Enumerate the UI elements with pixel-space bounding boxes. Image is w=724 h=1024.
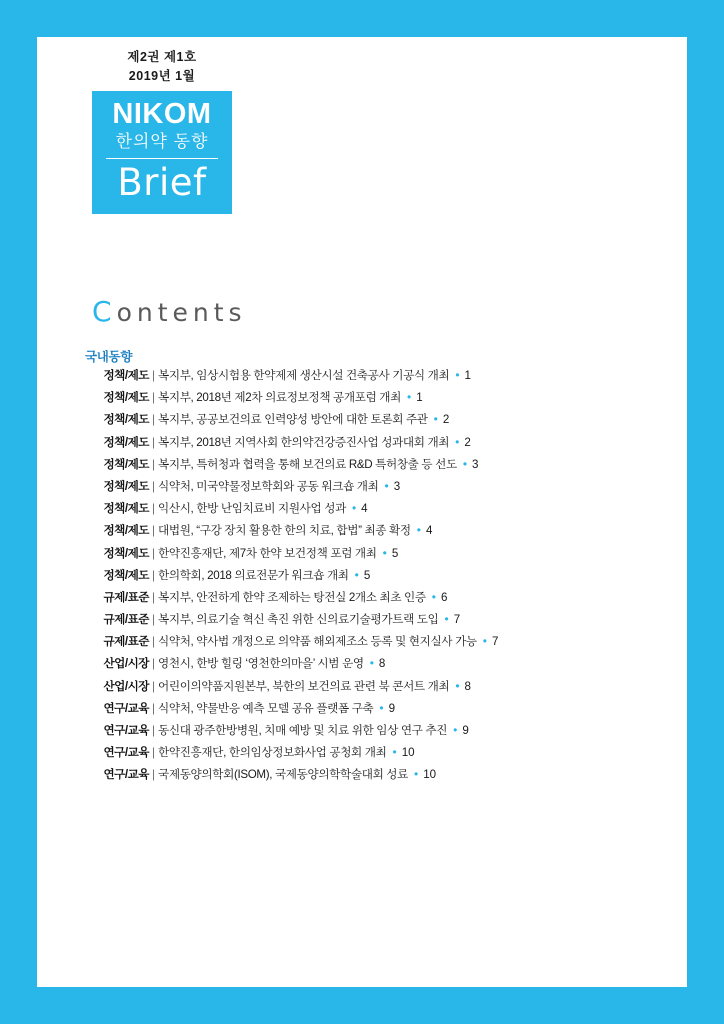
toc-entry-category: 정책/제도 [103, 369, 149, 382]
toc-entry-title[interactable]: 익산시, 한방 난임치료비 지원사업 성과 [158, 502, 346, 516]
page-title-rest: ontents [116, 298, 247, 327]
toc-entry[interactable] [85, 500, 645, 522]
toc-entry-page-number: 2 [442, 413, 450, 427]
toc-entry-page-number: 2 [464, 435, 471, 449]
toc-entry-bullet-icon: • [431, 589, 436, 604]
page-title [92, 295, 247, 328]
toc-entry-page-number: 3 [393, 479, 401, 493]
toc-entry-title[interactable]: 국제동양의학회(ISOM), 국제동양의학학술대회 성료 [158, 768, 409, 782]
toc-entry-bullet-icon: • [433, 412, 438, 427]
toc-entry[interactable] [85, 411, 645, 433]
toc-entry[interactable] [85, 589, 645, 611]
toc-entry-title[interactable]: 식약처, 약물반응 예측 모델 공유 플랫폼 구축 [158, 701, 374, 715]
logo-nikom: NIKOM [112, 98, 212, 130]
toc-entry[interactable] [85, 655, 645, 677]
toc-entry-page-number: 8 [378, 657, 386, 671]
toc-entry-page-number: 4 [425, 524, 433, 538]
toc-entry-bullet-icon: • [453, 723, 458, 737]
toc-entry[interactable] [85, 367, 645, 389]
toc-entry-bullet-icon: • [455, 678, 460, 693]
toc-entry-title[interactable]: 복지부, 2018년 제2차 의료정보정책 공개포럼 개최 [158, 391, 402, 405]
toc-entry-title[interactable]: 식약처, 미국약물정보학회와 공동 워크숍 개최 [158, 479, 379, 493]
toc-entry-separator: | [151, 568, 155, 582]
toc-entry-bullet-icon: • [369, 656, 374, 671]
toc-entry-page-number: 1 [416, 391, 423, 405]
toc-entry[interactable] [85, 456, 645, 478]
toc-entry[interactable] [85, 766, 645, 788]
toc-entry-separator: | [151, 502, 155, 516]
toc-entry-title[interactable]: 한의학회, 2018 의료전문가 워크숍 개최 [158, 568, 349, 582]
toc-entry-bullet-icon: • [384, 478, 389, 493]
toc-entry-category: 정책/제도 [103, 568, 149, 582]
toc-entry-category: 연구/교육 [103, 768, 149, 782]
toc-entry-bullet-icon: • [482, 634, 487, 649]
toc-entry[interactable] [85, 567, 645, 589]
toc-entry-title[interactable]: 복지부, 공공보건의료 인력양성 방안에 대한 토론회 주관 [158, 413, 428, 427]
toc-entry-separator: | [151, 457, 155, 471]
toc-entry-title[interactable]: 어린이의약품지원본부, 북한의 보건의료 관련 북 콘서트 개최 [158, 679, 450, 693]
toc-entry-page-number: 4 [361, 502, 368, 516]
toc-entry[interactable] [85, 522, 645, 544]
toc-entry-bullet-icon: • [392, 745, 397, 760]
toc-entry-separator: | [151, 413, 155, 427]
toc-entry-separator: | [151, 768, 155, 782]
toc-entry-category: 연구/교육 [103, 724, 149, 737]
toc-entry-bullet-icon: • [354, 567, 359, 582]
toc-entry-separator: | [151, 435, 155, 449]
toc-entry-category: 정책/제도 [103, 524, 149, 538]
toc-entry-category: 규제/표준 [103, 613, 149, 627]
toc-entry-separator: | [151, 479, 155, 493]
logo-divider [106, 158, 218, 159]
toc-entry-category: 산업/시장 [103, 679, 149, 693]
document-page [37, 37, 687, 987]
toc-entry-bullet-icon: • [407, 390, 412, 405]
toc-entry[interactable] [85, 633, 645, 655]
toc-entry-page-number: 10 [401, 746, 415, 760]
logo-block [92, 91, 232, 214]
toc-entry-separator: | [151, 590, 155, 604]
toc-entry-title[interactable]: 한약진흥재단, 제7차 한약 보건정책 포럼 개최 [158, 546, 377, 560]
toc-entry[interactable] [85, 744, 645, 766]
toc-entry-bullet-icon: • [382, 545, 387, 560]
toc-entry-category: 정책/제도 [103, 435, 149, 449]
toc-entry-bullet-icon: • [379, 700, 384, 715]
toc-entry-bullet-icon: • [351, 501, 357, 516]
toc-entry-page-number: 8 [464, 679, 471, 693]
toc-entry-separator: | [151, 635, 155, 649]
toc-entry[interactable] [85, 545, 645, 567]
toc-entry-separator: | [151, 657, 155, 671]
toc-entry-separator: | [151, 524, 155, 538]
toc-entry-page-number: 5 [391, 546, 399, 560]
toc-entry-bullet-icon: • [455, 368, 460, 382]
toc-entry-category: 규제/표준 [103, 635, 149, 649]
toc-entry-title[interactable]: 대법원, “구강 장치 활용한 한의 치료, 합법” 최종 확정 [158, 524, 411, 538]
toc-entry-title[interactable]: 복지부, 의료기술 혁신 촉진 위한 신의료기술평가트랙 도입 [158, 613, 439, 627]
toc-entry-title[interactable]: 영천시, 한방 힐링 ‘영천한의마을’ 시범 운영 [158, 657, 364, 671]
toc-entry-page-number: 9 [388, 701, 396, 715]
toc-entry-separator: | [151, 546, 155, 560]
toc-entry-page-number: 9 [462, 724, 469, 737]
toc-entry[interactable] [85, 389, 645, 411]
toc-entry-category: 산업/시장 [103, 657, 149, 671]
toc-entry[interactable] [85, 678, 645, 700]
toc-entry-category: 정책/제도 [103, 546, 149, 560]
toc-entry-separator: | [151, 369, 155, 382]
toc-entry-page-number: 5 [363, 568, 371, 582]
toc-entry-title[interactable]: 한약진흥재단, 한의임상정보화사업 공청회 개최 [158, 746, 387, 760]
toc-entry[interactable] [85, 611, 645, 633]
toc-entry-page-number: 7 [453, 613, 461, 627]
toc-entry-category: 정책/제도 [103, 479, 149, 493]
toc-entry-category: 정책/제도 [103, 413, 149, 427]
toc-entry-title[interactable]: 동신대 광주한방병원, 치매 예방 및 치료 위한 임상 연구 추진 [158, 724, 448, 737]
toc-entry-page-number: 10 [423, 768, 437, 782]
section-heading-domestic: 국내동향 [85, 350, 133, 364]
issue-date: 2019년 1월 [128, 69, 196, 83]
masthead [92, 37, 232, 214]
toc-entry-page-number: 6 [440, 590, 448, 604]
toc-entry-bullet-icon: • [444, 612, 449, 627]
issue-volume: 제2권 제1호 [127, 50, 197, 64]
table-of-contents [85, 367, 645, 789]
toc-entry-separator: | [151, 613, 155, 627]
toc-entry-separator: | [151, 724, 155, 737]
toc-entry-separator: | [151, 391, 155, 405]
toc-entry-title[interactable]: 복지부, 안전하게 한약 조제하는 탕전실 2개소 최초 인증 [158, 590, 426, 604]
toc-entry-title[interactable]: 복지부, 2018년 지역사회 한의약건강증진사업 성과대회 개최 [158, 435, 450, 449]
page-title-initial: C [92, 295, 117, 328]
toc-entry-category: 연구/교육 [103, 746, 149, 760]
toc-entry-separator: | [151, 746, 155, 760]
toc-entry-bullet-icon: • [462, 456, 468, 471]
toc-entry-category: 정책/제도 [103, 391, 149, 405]
toc-entry-separator: | [151, 679, 155, 693]
toc-entry-bullet-icon: • [455, 434, 460, 449]
toc-entry-page-number: 1 [464, 369, 471, 382]
toc-entry-page-number: 3 [472, 457, 479, 471]
toc-entry-category: 정책/제도 [103, 502, 149, 516]
toc-entry-title[interactable]: 복지부, 특허청과 협력을 통해 보건의료 R&D 특허창출 등 선도 [158, 457, 457, 471]
toc-entry-category: 연구/교육 [103, 701, 149, 715]
toc-entry-separator: | [151, 701, 155, 715]
toc-entry-page-number: 7 [491, 635, 499, 649]
toc-entry[interactable] [85, 722, 645, 744]
logo-korean-subtitle: 한의약 동향 [115, 132, 209, 151]
toc-entry-title[interactable]: 복지부, 임상시험용 한약제제 생산시설 건축공사 기공식 개최 [158, 369, 450, 382]
toc-entry[interactable] [85, 434, 645, 456]
logo-brief-wordmark: Brief [117, 161, 207, 204]
toc-entry[interactable] [85, 478, 645, 500]
toc-entry-category: 규제/표준 [103, 590, 149, 604]
toc-entry-bullet-icon: • [416, 523, 421, 538]
toc-entry[interactable] [85, 700, 645, 722]
toc-entry-bullet-icon: • [414, 767, 419, 782]
toc-entry-category: 정책/제도 [103, 457, 149, 471]
toc-entry-title[interactable]: 식약처, 약사법 개정으로 의약품 해외제조소 등록 및 현지실사 가능 [158, 635, 477, 649]
